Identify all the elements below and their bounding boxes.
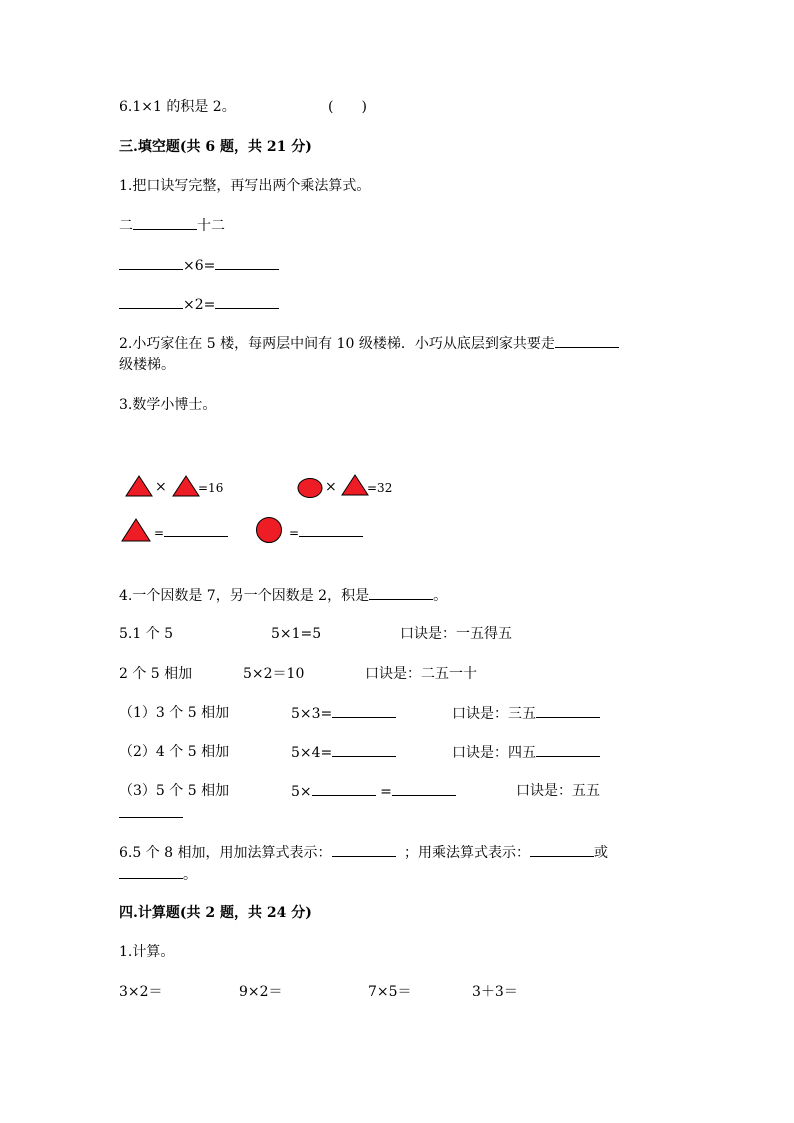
q5-row-4-c: 口诀是：五五	[516, 783, 600, 799]
equation-text: 5×3=	[291, 706, 333, 722]
circle-answer	[289, 522, 363, 543]
answer-blank[interactable]	[133, 215, 197, 230]
section-title-calc: 四.计算题(共 2 题，共 24 分)	[119, 905, 312, 921]
equation-text: 5×4=	[291, 745, 333, 761]
answer-blank[interactable]	[119, 255, 183, 270]
q5-row-3-a: （2）4 个 5 相加	[119, 744, 230, 760]
period: 。	[183, 867, 197, 883]
answer-paren: ( )	[328, 99, 367, 115]
fill-question-2-text: 2.小巧家住在 5 楼，每两层中间有 10 级楼梯．小巧从底层到家共要走	[119, 336, 555, 352]
q5-row-4-b	[291, 781, 456, 802]
fill-question-4	[119, 585, 447, 606]
mnemonic-text: 口诀是：四五	[452, 745, 536, 761]
triangle-icon	[341, 474, 369, 496]
fill-question-4-text: 4.一个因数是 7，另一个因数是 2，积是	[119, 588, 370, 604]
answer-blank[interactable]	[369, 585, 433, 600]
answer-blank[interactable]	[164, 522, 228, 537]
fill-question-6-tail	[119, 864, 197, 885]
q5-row-4-blank	[119, 803, 183, 824]
equation-text: 5×	[291, 784, 312, 800]
answer-blank[interactable]	[312, 781, 376, 796]
q5-row-0-c: 口诀是：一五得五	[400, 626, 512, 642]
times-sign: ×	[325, 479, 337, 495]
circle-icon	[296, 477, 324, 499]
answer-blank[interactable]	[536, 703, 600, 718]
q5-row-4-a: （3）5 个 5 相加	[119, 783, 230, 799]
q5-row-3-c	[452, 742, 600, 763]
equals-sign: =	[289, 526, 300, 540]
triangle-icon	[125, 475, 153, 497]
calc-item: 9×2＝	[239, 984, 283, 1000]
answer-blank[interactable]	[119, 294, 183, 309]
equals-sign: =	[154, 526, 165, 540]
judge-question-6	[119, 97, 236, 117]
triangle-answer	[154, 522, 228, 543]
answer-blank[interactable]	[332, 842, 396, 857]
equation-result: =16	[198, 481, 224, 495]
fill-question-3-stem: 3.数学小博士。	[119, 397, 217, 413]
q5-row-2-c	[452, 703, 600, 724]
calc-item: 3×2＝	[119, 984, 163, 1000]
circle-icon	[255, 516, 283, 544]
fill-question-6-text: 6.5 个 8 相加，用加法算式表示：	[119, 845, 332, 861]
equals-sign: =	[380, 784, 392, 800]
equation-operator: ×2=	[183, 297, 216, 313]
equation-result: =32	[367, 481, 393, 495]
answer-blank[interactable]	[392, 781, 456, 796]
q5-row-1-c: 口诀是：二五一十	[365, 666, 477, 682]
mnemonic-right: 十二	[197, 218, 225, 234]
answer-blank[interactable]	[530, 842, 594, 857]
answer-blank[interactable]	[332, 703, 396, 718]
times-sign: ×	[155, 479, 167, 495]
equation-operator: ×6=	[183, 258, 216, 274]
answer-blank[interactable]	[555, 333, 619, 348]
fill-question-2-stem	[119, 333, 619, 354]
q5-row-2-b	[291, 703, 396, 724]
q5-row-0-b: 5×1=5	[271, 626, 322, 642]
section-title-fill: 三.填空题(共 6 题，共 21 分)	[119, 139, 312, 155]
answer-blank[interactable]	[119, 803, 183, 818]
fill-question-6-mid: ；用乘法算式表示：	[403, 845, 530, 861]
triangle-icon	[121, 518, 151, 542]
period: 。	[433, 588, 448, 604]
triangle-icon	[172, 475, 200, 497]
calc-item: 7×5＝	[368, 984, 412, 1000]
answer-blank[interactable]	[332, 742, 396, 757]
answer-blank[interactable]	[215, 255, 279, 270]
mnemonic-text: 口诀是：三五	[452, 706, 536, 722]
judge-question-6-text: 6.1×1 的积是 2。	[119, 99, 236, 115]
q5-row-3-b	[291, 742, 396, 763]
q5-row-1-b: 5×2＝10	[243, 666, 305, 682]
fill-question-1-line-1	[119, 215, 225, 236]
fill-question-2-tail: 级楼梯。	[119, 357, 175, 373]
fill-question-1-line-3	[119, 294, 279, 315]
answer-blank[interactable]	[299, 522, 363, 537]
mnemonic-left: 二	[119, 218, 133, 234]
q5-row-2-a: （1）3 个 5 相加	[119, 705, 230, 721]
answer-blank[interactable]	[215, 294, 279, 309]
fill-question-6	[119, 842, 608, 863]
fill-question-1-line-2	[119, 255, 279, 276]
q5-row-0-a: 5.1 个 5	[119, 626, 174, 642]
fill-question-6-or: 或	[593, 845, 608, 861]
q5-row-1-a: 2 个 5 相加	[119, 666, 193, 682]
calc-item: 3＋3＝	[472, 984, 518, 1000]
fill-question-1-stem: 1.把口诀写完整，再写出两个乘法算式。	[119, 178, 371, 194]
answer-blank[interactable]	[119, 864, 183, 879]
answer-blank[interactable]	[536, 742, 600, 757]
calc-question-1-stem: 1.计算。	[119, 944, 175, 960]
